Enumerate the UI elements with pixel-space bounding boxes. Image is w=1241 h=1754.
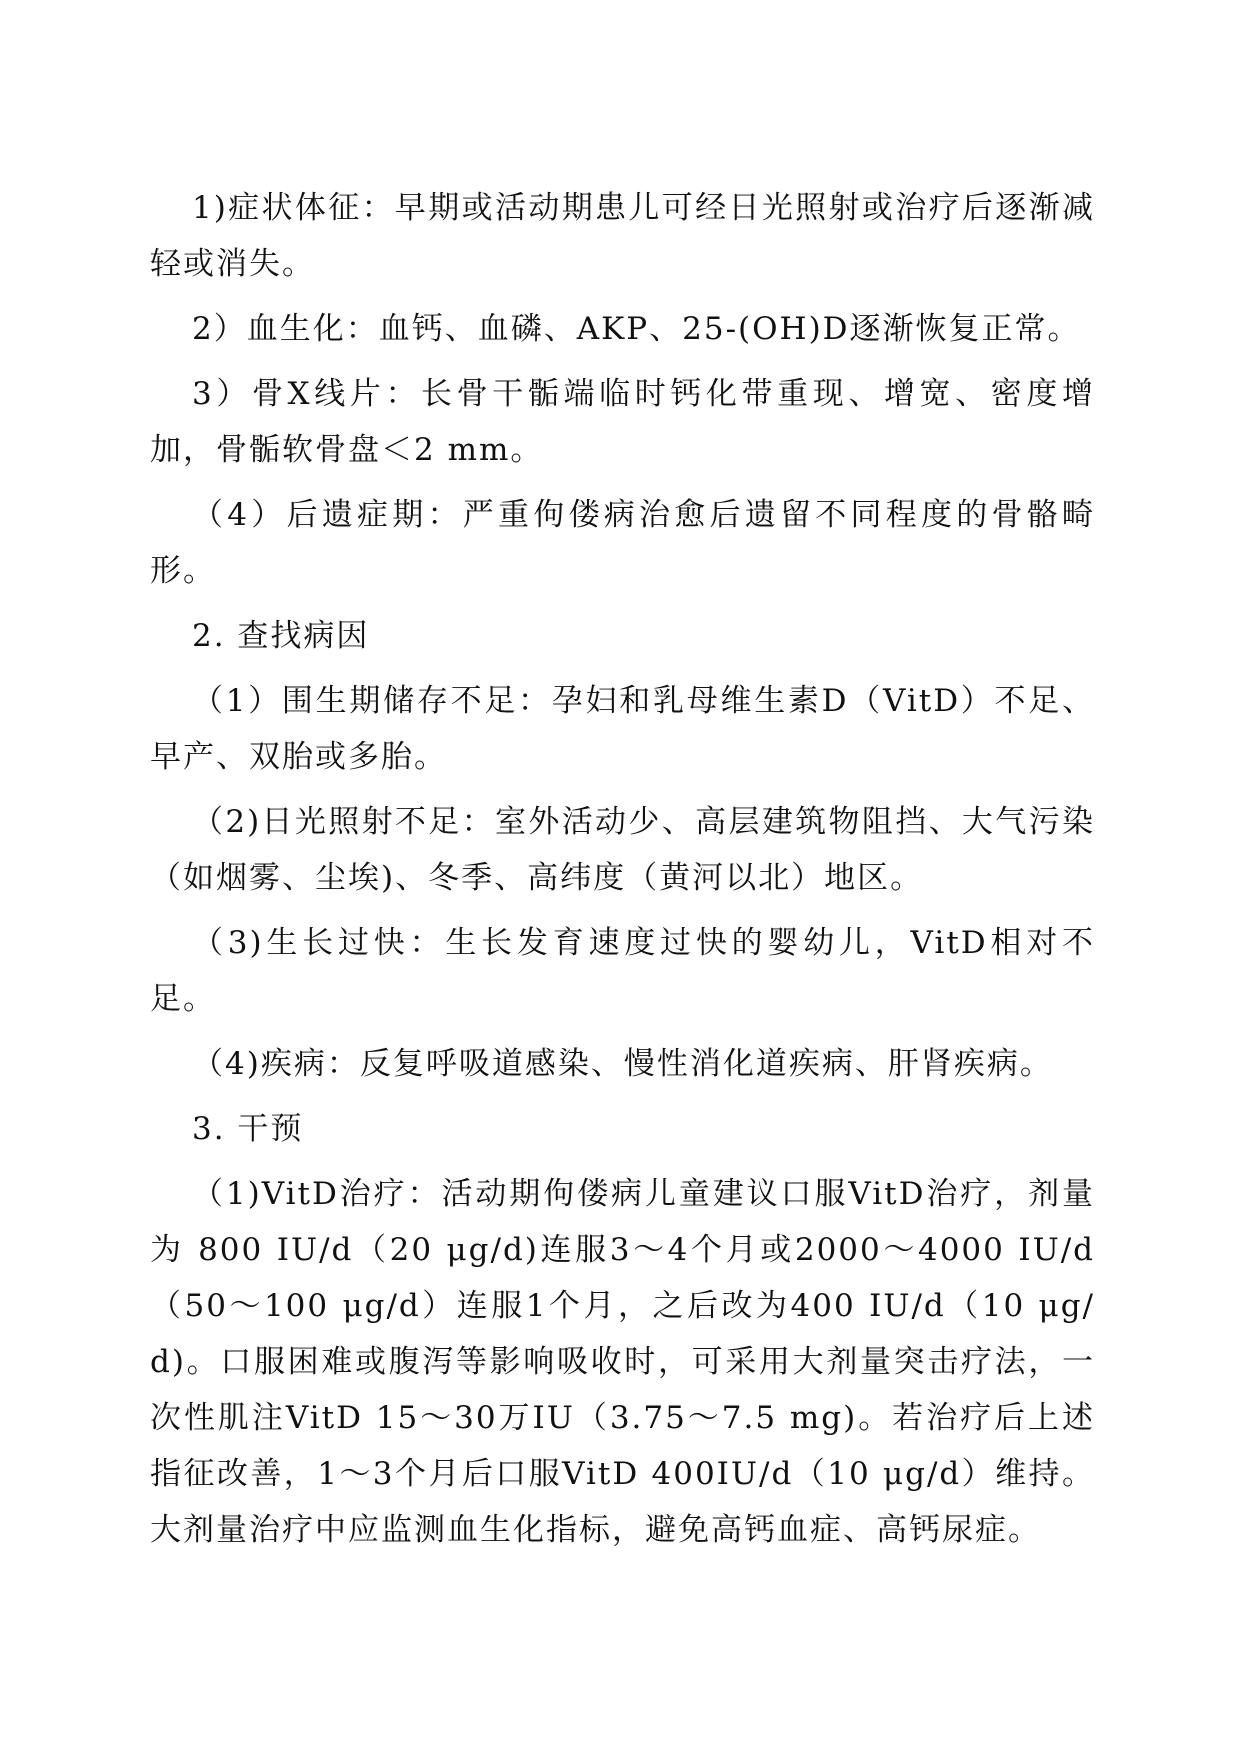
paragraph-disease: （4)疾病：反复呼吸道感染、慢性消化道疾病、肝肾疾病。 bbox=[192, 1046, 1053, 1082]
paragraph-xray: 3）骨X线片：长骨干骺端临时钙化带重现、增宽、密度增加，骨骺软骨盘＜2 mm。 bbox=[150, 376, 1095, 468]
paragraph-growth: （3)生长过快：生长发育速度过快的婴幼儿，VitD相对不足。 bbox=[150, 925, 1095, 1017]
paragraph-vitd-treatment: （1)VitD治疗：活动期佝偻病儿童建议口服VitD治疗，剂量为 800 IU/d（20 μg/d)连服3～4个月或2000～4000 IU/d（50～100 μg/d）连服1个月，之后改为400 IU/d（10 μg/d)。口服困难或腹泻等影响吸收时，可采用大剂量突击疗法，一次性肌注VitD 15～30万IU（3.75～7.5 mg)。若治疗后上述指征改善，1～3个月后口服VitD 400IU/d（10 μg/d）维持。大剂量治疗中应监测血生化指标，避免高钙血症、高钙尿症。 bbox=[150, 1176, 1095, 1548]
document-body bbox=[150, 180, 1095, 1567]
paragraph-symptoms: 1)症状体征：早期或活动期患儿可经日光照射或治疗后逐渐减轻或消失。 bbox=[150, 190, 1095, 282]
paragraph-sequelae: （4）后遗症期：严重佝偻病治愈后遗留不同程度的骨骼畸形。 bbox=[150, 497, 1095, 589]
section-heading-intervention: 3. 干预 bbox=[192, 1111, 304, 1147]
paragraph-perinatal: （1）围生期储存不足：孕妇和乳母维生素D（VitD）不足、早产、双胎或多胎。 bbox=[150, 683, 1095, 775]
paragraph-biochemistry: 2）血生化：血钙、血磷、AKP、25-(OH)D逐渐恢复正常。 bbox=[192, 311, 1081, 347]
paragraph-sunlight: （2)日光照射不足：室外活动少、高层建筑物阻挡、大气污染（如烟雾、尘埃)、冬季、高纬度（黄河以北）地区。 bbox=[150, 804, 1095, 896]
section-heading-causes: 2. 查找病因 bbox=[192, 618, 370, 654]
